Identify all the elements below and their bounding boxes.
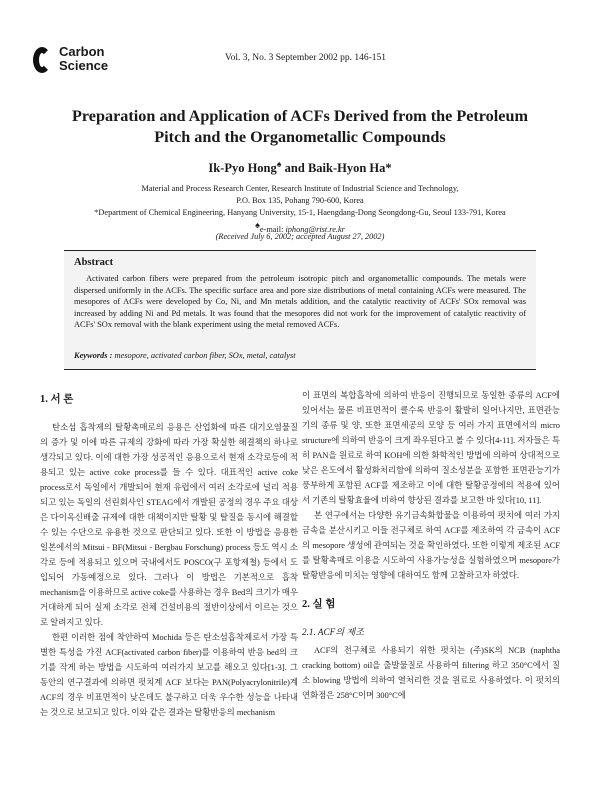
email-label: e-mail: — [259, 224, 286, 234]
author-2: Baik-Hyon Ha* — [307, 161, 392, 176]
abstract-heading: Abstract — [74, 257, 114, 268]
keywords-label: Keywords : — [74, 351, 113, 360]
corresponding-mark: ♠ — [276, 159, 282, 169]
section-heading-experiment: 2. 실 험 — [302, 599, 336, 610]
journal-info: Vol. 3, No. 3 September 2002 pp. 146-151 — [225, 53, 387, 63]
abstract-box — [64, 250, 536, 370]
right-paragraph-1: 이 표면의 복합흡착에 의하여 반응이 진행되므로 동일한 종류의 ACF에 있어서는 물론 비표면적이 클수록 반응이 활발히 일어나지만, 표면관능기의 종류 및 양, 또한 표면세공의 모양 등 여러 가지 표면에서의 micro structure에 의하여 반응이 크게 좌우된다고 볼 수 있다[4-11]. 저자들은 특히 PAN을 원료로 하여 KOH에 의한 화학적인 방법에 의하여 상대적으로 낮은 온도에서 활성화처리함에 의하여 질소성분을 포함한 표면관능기가 풍부하게 포함된 ACF를 제조하고 이에 대한 탈황공정에의 적용에 있어서 기존의 탈황효율에 비하여 향상된 결과를 보고한 바 있다[10, 11]. — [302, 391, 560, 505]
abstract-text: Activated carbon fibers were prepared from the petroleum isotropic pitch and organometallic compounds. The metals were dispersed uniformly in the ACFs. The specific surface area and pore size distributions of metal containing ACFs were measured. The mesopores of ACFs were developed by Co, Ni, and Mn metals addition, and the catalytic reactivity of ACFs' SOx removal was increased by adding Ni and Pd metals. It was found that the mesopores did not work for the improvement of catalytic reactivity of ACFs' SOx removal with the blank experiment using the metal removed ACFs. — [74, 274, 526, 330]
logo-line2: Science — [59, 58, 109, 73]
intro-paragraph-2: 한편 이러한 점에 착안하여 Mochida 등은 탄소섬흡착제로서 가장 특별한 특성을 가진 ACF(activated carbon fiber)를 이용하여 반응 bed의 크기를 작게 하는 방법을 시도하여 여러가지 보고를 해오고 있다[1-3]. 그 동안의 연구결과에 의하면 펏치계 ACF 보다는 PAN(Polyacrylonitrile)계 ACF의 경우 비표면적이 낮은데도 불구하고 더욱 우수한 성능을 나타내는 것으로 보고되고 있다. 이와 같은 결과는 탈황반응의 mechanism — [40, 633, 298, 717]
logo-text — [59, 45, 108, 73]
keywords-list: mesopore, activated carbon fiber, SOx, metal, catalyst — [112, 351, 296, 360]
left-column — [40, 390, 298, 720]
journal-logo — [33, 45, 108, 75]
section-heading-intro: 1. 서 론 — [40, 394, 74, 405]
affiliation-2: *Department of Chemical Engineering, Hanyang University, 15-1, Haengdang-Dong Seongdong-Gu, Seoul 133-791, Korea — [94, 208, 506, 217]
subsection-heading-acf: 2.1. ACF의 제조 — [302, 627, 365, 637]
email-mark: ♠ — [255, 220, 260, 230]
paper-title — [60, 106, 540, 148]
authors — [0, 159, 600, 176]
keywords — [74, 351, 296, 360]
author-separator: and — [281, 161, 308, 176]
right-column — [302, 388, 560, 703]
received-dates: (Received July 6, 2002; accepted August 27, 2002) — [215, 232, 385, 241]
right-paragraph-2: 본 연구에서는 다양한 유기금속화합물을 이용하여 펏치에 여러 가지 금속을 분산시키고 이들 전구체로 하여 ACF를 제조하여 각 금속이 ACF의 mesopore 생성에 관여되는 것을 확인하였다. 또한 이렇게 제조된 ACF를 탈황촉매로 이용을 시도하여 사용가능성을 실험하였으며 mesopore가 탈황반응에 미치는 영향에 대하여도 함께 고찰하고자 하였다. — [302, 511, 560, 580]
title-line2: Pitch and the Organometallic Compounds — [154, 128, 446, 146]
experiment-paragraph-1: ACF의 전구체로 사용되기 위한 펏치는 (주)SK의 NCB (naphtha cracking bottom) oil을 출발물질로 사용하여 filtering 하고 350°C에서 질소 blowing 방법에 의하여 열처리한 것을 원료로 사용하였다. 이 펏치의 연화점은 258°C이며 300°C에 — [302, 646, 560, 700]
carbon-logo-icon — [33, 45, 55, 75]
affiliation-1-address: P.O. Box 135, Pohang 790-600, Korea — [236, 196, 364, 205]
intro-paragraph-1: 탄소섬 흡착제의 탈황촉매로의 응용은 산업화에 따른 대기오염물질의 증가 및 이에 따른 규제의 강화에 따라 가장 확실한 해결책의 하나로 생각되고 있다. 이에 대한 가장 성공적인 응용으로서 현재 소각로등에 적용되고 있는 active coke process를 들 수 있다. 대표적인 active coke process로서 독일에서 개발되어 현재 유럽에서 여러 소각로에 널리 적용되고 있는 독일의 선린회사인 STEAG에서 개발된 공정의 경우 주요 대상은 다이옥신배출 규제에 대한 대책이지만 탈황 및 탈질을 동시에 해결할 수 있는 수단으로 유용한 것으로 판단되고 있다. 또한 이 방법을 응용한 일본에서의 Mitsui - BF(Mitsui - Bergbau Forschung) process 등도 역시 소각로 등에 적용되고 있으며 국내에서도 POSCO(구 포항제철) 등에서 도입되어 가동예정으로 있다. 그러나 이 방법은 기본적으로 흡착 mechanism을 이용하므로 active coke를 사용하는 경우 Bed의 크기가 매우 거대하게 되어 실제 소각로 전체 건설비용의 절반이상에서 이르는 것으로 알려지고 있다. — [40, 423, 298, 627]
title-line1: Preparation and Application of ACFs Derived from the Petroleum — [72, 107, 528, 125]
logo-line1: Carbon — [59, 44, 105, 59]
email-address: iphong@rist.re.kr — [285, 224, 345, 234]
author-1: Ik-Pyo Hong — [208, 161, 277, 176]
affiliation-1: Material and Process Research Center, Research Institute of Industrial Science and Technology, — [141, 184, 459, 193]
